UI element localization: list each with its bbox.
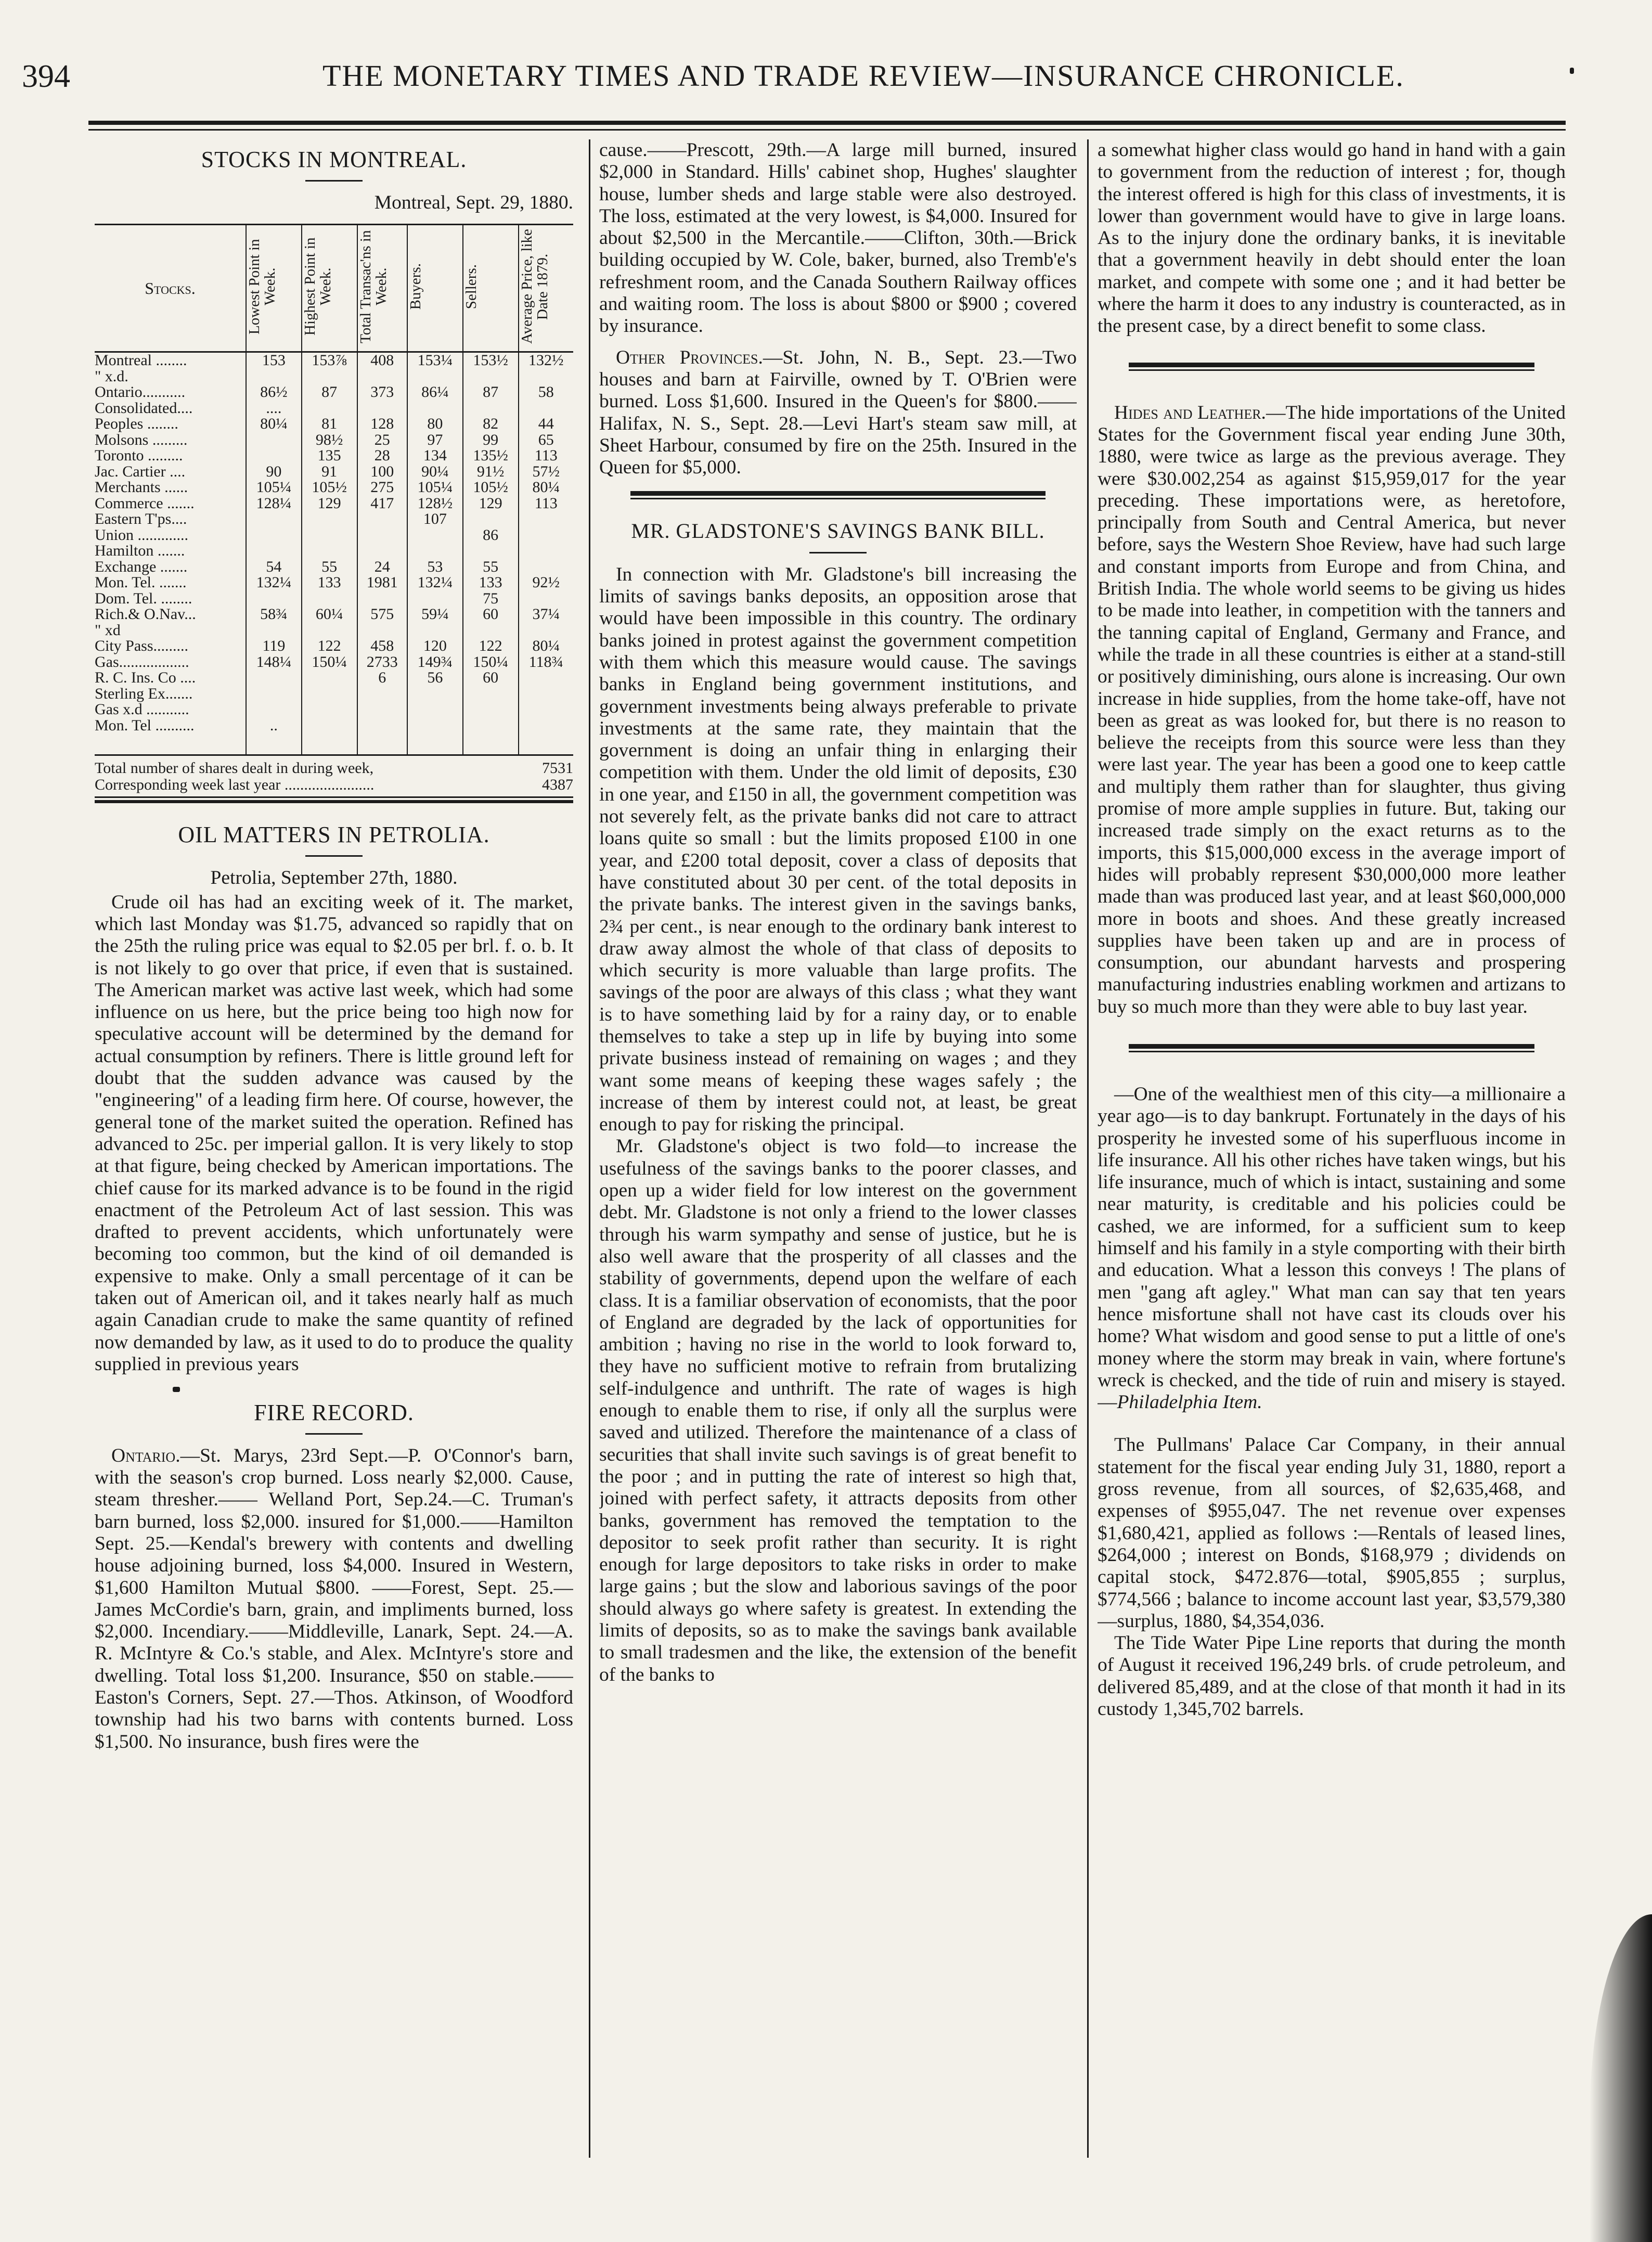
stock-name: Union ............. (95, 526, 188, 544)
stock-name: Ontario........... (95, 383, 186, 401)
total-label: Total number of shares dealt in during week, (95, 759, 374, 777)
stock-cell: 55 (463, 559, 519, 575)
stock-cell (407, 718, 463, 734)
header-transactions: Total Transac'ns in Week. (357, 229, 390, 343)
stock-cell (519, 401, 573, 417)
total-row (95, 760, 573, 777)
stock-cell: 129 (302, 496, 357, 512)
stock-cell: 57½ (519, 464, 573, 480)
stock-cell-empty (407, 733, 463, 755)
oil-dateline: Petrolia, September 27th, 1880. (210, 867, 458, 889)
stock-name: Gas x.d ........... (95, 701, 189, 718)
stock-cell: 80¼ (519, 638, 573, 654)
stock-cell: .. (246, 718, 302, 734)
column-rule-2 (1087, 139, 1089, 2158)
stock-cell (302, 543, 357, 559)
stock-cell (302, 401, 357, 417)
wealthy-article (1098, 1084, 1566, 1413)
stock-cell: 134 (407, 448, 463, 464)
stock-cell (302, 702, 357, 718)
stock-cell (357, 511, 407, 527)
stock-cell: 6 (357, 670, 407, 686)
stock-cell (246, 511, 302, 527)
stock-cell: 86½ (246, 384, 302, 401)
stock-cell (302, 369, 357, 385)
stock-name: Eastern T'ps.... (95, 510, 187, 528)
stock-cell: 37¼ (519, 607, 573, 623)
stock-cell: 53 (407, 559, 463, 575)
stock-cell: 408 (357, 352, 407, 369)
stock-cell: 25 (357, 432, 407, 448)
stock-cell (246, 432, 302, 448)
stock-cell: 575 (357, 607, 407, 623)
stock-cell: 80¼ (519, 480, 573, 496)
stock-cell (302, 511, 357, 527)
stock-cell: 58¾ (246, 607, 302, 623)
stock-cell: 98½ (302, 432, 357, 448)
stock-name: City Pass......... (95, 637, 189, 655)
stock-cell: 417 (357, 496, 407, 512)
stock-cell: 60¼ (302, 607, 357, 623)
stock-cell: 80 (407, 416, 463, 432)
oil-title: OIL MATTERS IN PETROLIA. (178, 822, 490, 848)
stock-cell (519, 511, 573, 527)
wealthy-body: —One of the wealthiest men of this city—a millionaire a year ago—is to day bankrupt. Fortunately in the days of his prosperity he invested some of his superfluous income in life insurance. All his other riches have taken wings, but his life insurance, much of which is intact, sustaining and some near maturity, is creditable and his policies could be cashed, we are informed, for a sufficient sum to keep himself and his family in a style comporting with their birth and education. What a lesson this conveys ! The plans of men "gang aft agley." What man can say that ten years hence misfortune shall not have cast its clouds over his home? What wisdom and good sense to put a little of one's money where the storm may break in vain, where fortune's wreck is checked, and the tide of ruin and misery is stayed.— (1098, 1083, 1566, 1413)
stock-name: Sterling Ex....... (95, 685, 193, 702)
header-rule-thin (88, 129, 1566, 131)
stock-cell (463, 702, 519, 718)
stock-cell: 129 (463, 496, 519, 512)
stock-cell-empty (357, 733, 407, 755)
stock-cell (302, 527, 357, 544)
stock-name: Commerce ....... (95, 494, 195, 512)
stock-cell-empty (519, 733, 573, 755)
stocks-table (95, 224, 573, 756)
corresponding-label: Corresponding week last year ....................... (95, 776, 375, 794)
oil-body: Crude oil has had an exciting week of it. The market, which last Monday was $1.75, advanced so rapidly that on the 25th the ruling price was equal to $2.05 per brl. f. o. b. It is not likely to go over that price, if even that is sustained. The American market was active last week, which had some influence on us here, but the price being too high now for speculative account will be determined by the demand for actual consumption by refiners. There is little ground left for doubt that the sudden advance was caused by the "engineering" of a leading firm here. Of course, however, the general tone of the market suited the operation. Refined has advanced to 25c. per imperial gallon. It is very likely to stop at that figure, being checked by American importations. The chief cause for its marked advance is to be found in the rigid enactment of the Petroleum Act of last session. This was drafted to prevent accidents, which unfortunately were becoming too common, but the kind of oil demanded is expensive to make. Only a small percentage of it can be taken out of American oil, and it takes nearly half as much again Canadian crude to make the same quantity of refined now demanded by law, as it used to do to produce the quality supplied in previous years (95, 891, 573, 1375)
stock-name: Montreal ........ (95, 352, 187, 369)
fire-other-body: —St. John, N. B., Sept. 23.—Two houses and barn at Fairville, owned by T. O'Brien were burned. Loss $1,600. Insured in the Queen's for $800.——Halifax, N. S., Sept. 28.—Levi Hart's steam saw mill, at Sheet Harbour, consumed by fire on the 25th. Insured in the Queen for $5,000. (599, 346, 1077, 479)
stock-cell (463, 623, 519, 639)
gladstone-p3: a somewhat higher class would go hand in hand with a gain to government from the reduction of interest ; for, though the interest offered is high for this class of investments, it is lower than government would have to give in large loans. As to the injury done the ordinary banks, it is inevitable that a government heavily in debt should enter the loan market, and compete with some one ; and it had better be where the harm it does to any industry is counteracted, as in the present case, by a direct benefit to some class. (1098, 139, 1566, 337)
stock-row (95, 352, 573, 369)
stock-name: " x.d. (95, 367, 128, 385)
stock-cell (246, 686, 302, 702)
header-sellers: Sellers. (462, 264, 480, 309)
totals-rule-thick (95, 800, 573, 803)
stock-row (95, 607, 573, 623)
stock-cell: 56 (407, 670, 463, 686)
stock-cell (246, 670, 302, 686)
gladstone-p1: In connection with Mr. Gladstone's bill increasing the limits of savings banks deposits, an opposition arose that would have been impossible in this country. The ordinary banks joined in protest against the government competition with them which this measure would cause. The savings banks in England being government institutions, and government investments being always preferable to private investments at the same rate, they maintain that the government is doing an unfair thing in enlarging their competition with them. Under the old limit of deposits, £30 in one year, and £150 in all, the government competition was not severely felt, as the private banks did not care to attract loans quite so small : but the limits proposed £100 in one year, and £200 total deposit, cover a class of deposits that have constituted about 30 per cent. of the total deposits in the private banks. The interest given in the savings banks, 2¾ per cent., is near enough to the ordinary bank interest to draw away almost the whole of that class of deposits to which security is more valuable than large profits. The savings of the poor are always of this class ; what they want is to have something laid by for a rainy day, or to enable themselves to take a step up in life by buying into some private business instead of remaining on wages ; and they want some means of keeping these wages safely ; the increase of them by interest could not, at least, be great enough to pay for risking the principal. (599, 563, 1077, 1136)
hides-article (1098, 402, 1566, 1018)
fire-title: FIRE RECORD. (254, 1399, 414, 1425)
stock-name: Jac. Cartier .... (95, 462, 186, 480)
stock-name: Mon. Tel .......... (95, 716, 195, 734)
stock-cell (246, 702, 302, 718)
stock-row (95, 448, 573, 464)
stock-cell: 99 (463, 432, 519, 448)
fire-other (599, 347, 1077, 479)
stock-cell: 153⅞ (302, 352, 357, 369)
hides-body: —The hide importations of the United States for the Government fiscal year ending June 30th, 1880, were twice as large as the previous average. They were $30.002,254 as against $15,959,017 for the year preceding. These importations were, as heretofore, principally from South and Central America, but never before, says the Western Shoe Review, have had such large and constant imports from Europe and from China, and British India. The whole world seems to be giving us hides to be made into leather, in competition with the tanners and the tanning capital of England, Germany and France, and while the trade in all these countries is either at a stand-still or positively diminishing, ours alone is increasing. Our own increase in hide supplies, from the home take-off, have not been as great as was looked for, but there is no reason to believe the receipts from this source were less than they were last year. The year has been a good one to keep cattle and multiply them rather than for slaughter, thus giving promise of more ample supplies in future. But, taking our increased trade simply on the exact returns as to the imports, this $15,000,000 excess in the average import of hides will probably represent $30,000,000 more leather made than was produced last year, and at least $60,000,000 more in boots and shoes. And these greatly increased supplies have been taken up and are in process of consumption, our abundant harvests and prospering manufacturing industries enabling workmen and artizans to buy so much more than they were able to buy last year. (1098, 402, 1566, 1017)
column-left (95, 139, 573, 2158)
stock-cell (519, 623, 573, 639)
stock-row (95, 384, 573, 401)
stock-row (95, 543, 573, 559)
stock-cell (357, 623, 407, 639)
stock-cell: 90¼ (407, 464, 463, 480)
stock-cell: 60 (463, 607, 519, 623)
stock-cell (302, 591, 357, 607)
stock-cell-empty (95, 733, 246, 755)
stock-cell: .... (246, 401, 302, 417)
stocks-dateline: Montreal, Sept. 29, 1880. (374, 192, 573, 214)
corresponding-value: 4387 (542, 776, 573, 794)
stock-cell-empty (302, 733, 357, 755)
fire-ontario-label: Ontario. (111, 1445, 180, 1466)
stock-cell (519, 718, 573, 734)
total-value: 7531 (542, 759, 573, 777)
stock-row (95, 401, 573, 417)
stocks-header-row (95, 224, 573, 352)
stock-name: Hamilton ....... (95, 542, 185, 560)
stock-cell (357, 702, 407, 718)
header-stocks: Stocks. (95, 224, 246, 352)
stock-cell (246, 369, 302, 385)
stock-cell: 118¾ (519, 654, 573, 671)
stock-row (95, 638, 573, 654)
stock-cell: 59¼ (407, 607, 463, 623)
stock-name: " xd (95, 621, 121, 639)
stock-cell: 122 (302, 638, 357, 654)
stock-cell: 24 (357, 559, 407, 575)
stock-cell: 122 (463, 638, 519, 654)
stock-cell (246, 591, 302, 607)
stock-cell (407, 702, 463, 718)
stock-cell (302, 686, 357, 702)
stock-cell: 91½ (463, 464, 519, 480)
stock-cell: 97 (407, 432, 463, 448)
stock-cell (246, 543, 302, 559)
column-right (1098, 139, 1566, 2158)
fire-ontario-body: —St. Marys, 23rd Sept.—P. O'Connor's barn, with the season's crop burned. Loss nearly $2,000. Cause, steam thresher.—— Welland Port, Sep.24.—C. Truman's barn burned, loss $2,000. insured for $1,000.——Hamilton Sept. 25.—Kendal's brewery with contents and dwelling house adjoining burned, loss $4,000. Insured in Western, $1,600 Hamilton Mutual $800. ——Forest, Sept. 25.—James McCordie's barn, grain, and impliments burned, loss $2,000. Incendiary.——Middleville, Lanark, Sept. 24.—A. R. McIntyre & Co.'s stable, and Alex. McIntyre's store and dwelling. Total loss $1,200. Insurance, $50 on stable.——Easton's Corners, Sept. 27.—Thos. Atkinson, of Woodford township had his two barns with contents burned. Loss $1,500. No insurance, bush fires were the (95, 1445, 573, 1753)
stock-cell (246, 527, 302, 544)
stock-row (95, 623, 573, 639)
stock-cell: 55 (302, 559, 357, 575)
stock-cell (407, 543, 463, 559)
stock-cell: 91 (302, 464, 357, 480)
stock-cell (519, 686, 573, 702)
stock-cell: 58 (519, 384, 573, 401)
stock-cell (357, 527, 407, 544)
title-rule (305, 1433, 363, 1435)
stock-cell: 132½ (519, 352, 573, 369)
stock-name: Rich.& O.Nav... (95, 605, 196, 623)
column-middle (599, 139, 1077, 2158)
stock-cell: 44 (519, 416, 573, 432)
section-separator (1129, 363, 1534, 371)
stock-row (95, 527, 573, 544)
stock-cell: 113 (519, 496, 573, 512)
totals-rule (95, 796, 573, 798)
stock-cell (519, 527, 573, 544)
stock-cell: 275 (357, 480, 407, 496)
stock-cell-empty (463, 733, 519, 755)
stock-cell (519, 369, 573, 385)
stock-cell: 128½ (407, 496, 463, 512)
stock-cell (463, 686, 519, 702)
stock-cell: 135 (302, 448, 357, 464)
stock-row (95, 416, 573, 432)
header-lowest: Lowest Point in Week. (246, 238, 278, 334)
stock-cell (357, 401, 407, 417)
header-highest: Highest Point in Week. (301, 237, 334, 336)
stock-cell (302, 670, 357, 686)
stock-cell: 100 (357, 464, 407, 480)
stock-cell: 2733 (357, 654, 407, 671)
fire-other-label: Other Provinces. (616, 346, 763, 368)
stock-cell: 150¼ (463, 654, 519, 671)
stocks-body (95, 352, 573, 755)
stock-row (95, 702, 573, 718)
stock-cell: 153½ (463, 352, 519, 369)
title-rule (809, 552, 867, 553)
section-bullet (173, 1387, 180, 1392)
stock-name: Merchants ...... (95, 479, 188, 496)
stock-row (95, 369, 573, 385)
stock-cell (357, 591, 407, 607)
title-rule (305, 855, 363, 857)
stock-cell: 105½ (463, 480, 519, 496)
stock-cell (463, 511, 519, 527)
stock-row (95, 432, 573, 448)
stock-cell: 153 (246, 352, 302, 369)
stock-cell: 86¼ (407, 384, 463, 401)
stock-cell: 82 (463, 416, 519, 432)
stock-name: Dom. Tel. ........ (95, 589, 192, 607)
stock-cell (407, 527, 463, 544)
stock-cell: 92½ (519, 575, 573, 591)
stock-cell: 113 (519, 448, 573, 464)
stock-cell: 128 (357, 416, 407, 432)
wealthy-source: Philadelphia Item. (1117, 1391, 1262, 1413)
stock-cell: 148¼ (246, 654, 302, 671)
stock-cell-empty (246, 733, 302, 755)
page-edge-shadow (1590, 1914, 1652, 2242)
stock-row (95, 575, 573, 591)
stock-cell (246, 623, 302, 639)
print-mark (1570, 68, 1574, 74)
stock-cell: 86 (463, 527, 519, 544)
header-average: Average Price, like Date 1879. (518, 229, 551, 344)
stock-cell: 120 (407, 638, 463, 654)
stock-cell: 105½ (302, 480, 357, 496)
title-rule (305, 180, 363, 182)
stock-row (95, 511, 573, 527)
page-number: 394 (22, 59, 70, 94)
stock-row (95, 686, 573, 702)
stock-row (95, 496, 573, 512)
stock-cell: 28 (357, 448, 407, 464)
stock-cell: 60 (463, 670, 519, 686)
stock-name: Gas.................. (95, 653, 189, 671)
stock-name: Exchange ....... (95, 558, 188, 575)
stocks-title: STOCKS IN MONTREAL. (201, 147, 467, 172)
stock-cell (463, 369, 519, 385)
stock-cell: 87 (302, 384, 357, 401)
stock-cell: 65 (519, 432, 573, 448)
stock-cell (407, 369, 463, 385)
stock-cell (302, 623, 357, 639)
stock-row (95, 559, 573, 575)
header-buyers: Buyers. (407, 263, 424, 310)
stock-cell: 105¼ (407, 480, 463, 496)
fire-continued: cause.——Prescott, 29th.—A large mill burned, insured $2,000 in Standard. Hills' cabinet shop, Hughes' slaughter house, lumber sheds and large stable were also destroyed. The loss, estimated at the very lowest, is $4,000. Insured for about $2,500 in the Mercantile.——Clifton, 30th.—Brick building occupied by W. Cole, baker, burned, also Tremb'e's refreshment room, and the Canada Southern Railway offices and waiting room. The loss is about $800 or $900 ; covered by insurance. (599, 139, 1077, 337)
pullman-article: The Pullmans' Palace Car Company, in their annual statement for the fiscal year ending July 31, 1880, report a gross revenue, from all sources, of $2,635,468, and expenses of $955,047. The net revenue over expenses $1,680,421, applied as follows :—Rentals of leased lines, $264,000 ; interest on Bonds, $168,979 ; dividends on capital stock, $472.876—total, $905,855 ; surplus, $774,566 ; balance to income account last year, $3,579,380—surplus, 1880, $4,354,036. (1098, 1434, 1566, 1632)
stock-name: Mon. Tel. ....... (95, 574, 187, 591)
stock-cell: 149¾ (407, 654, 463, 671)
gladstone-title: MR. GLADSTONE'S SAVINGS BANK BILL. (631, 519, 1045, 543)
stock-cell (519, 591, 573, 607)
stock-cell (302, 718, 357, 734)
stock-cell (463, 401, 519, 417)
header-rule (88, 121, 1566, 125)
stock-cell (519, 702, 573, 718)
stock-cell: 150¼ (302, 654, 357, 671)
stock-row-spacer (95, 733, 573, 755)
stock-cell: 87 (463, 384, 519, 401)
stock-cell (407, 591, 463, 607)
stock-cell: 135½ (463, 448, 519, 464)
stock-cell: 90 (246, 464, 302, 480)
stock-cell: 458 (357, 638, 407, 654)
stock-cell: 105¼ (246, 480, 302, 496)
stock-cell: 119 (246, 638, 302, 654)
stock-cell (407, 623, 463, 639)
hides-label: Hides and Leather. (1114, 402, 1266, 423)
stock-cell (519, 670, 573, 686)
column-rule-1 (589, 139, 590, 2158)
stock-cell: 133 (463, 575, 519, 591)
section-separator (630, 491, 1046, 499)
stock-cell (357, 543, 407, 559)
fire-ontario (95, 1445, 573, 1753)
stock-row (95, 718, 573, 734)
stock-row (95, 464, 573, 480)
stock-cell (407, 686, 463, 702)
stock-cell (463, 718, 519, 734)
running-title: THE MONETARY TIMES AND TRADE REVIEW—INSURANCE CHRONICLE. (322, 59, 1404, 93)
stock-row (95, 480, 573, 496)
section-separator (1129, 1044, 1534, 1052)
stocks-totals (95, 760, 573, 793)
stock-cell: 132¼ (246, 575, 302, 591)
corresponding-row (95, 777, 573, 793)
stock-cell (357, 369, 407, 385)
stock-cell: 1981 (357, 575, 407, 591)
stock-cell (519, 559, 573, 575)
gladstone-p2: Mr. Gladstone's object is two fold—to increase the usefulness of the savings banks to the poorer classes, and open up a wider field for low interest on the government debt. Mr. Gladstone is not only a friend to the lower classes through his warm sympathy and sense of justice, but he is also well aware that the prosperity of all classes and the stability of governments, depend upon the welfare of each class. It is a familiar observation of economists, that the poor of England are degraded by the lack of opportunities for ambition ; having no rise in the world to look forward to, they have no sufficient motive to refrain from brutalizing self-indulgence and unthrift. The rate of wages is high enough to enable them to rise, if only all the surplus were saved and utilized. Therefore the maintenance of a class of securities that shall invite such savings is of great benefit to the poor ; and in putting the rate of interest so high that, joined with perfect safety, it attracts deposits from other banks, government has removed the temptation to the depositor to seek profit rather than security. It is right enough for large depositors to take risks in order to make large gains ; but the slow and laborious savings of the poor should always go where safety is greatest. In extending the limits of deposits, so as to make the savings bank available to small tradesmen and the like, the extension of the benefit of the banks to (599, 1136, 1077, 1685)
stock-cell (407, 401, 463, 417)
stock-cell (246, 448, 302, 464)
stock-row (95, 591, 573, 607)
stock-cell: 373 (357, 384, 407, 401)
stock-cell: 153¼ (407, 352, 463, 369)
stock-row (95, 654, 573, 671)
stock-name: Toronto ......... (95, 447, 183, 465)
stock-cell: 81 (302, 416, 357, 432)
tidewater-article: The Tide Water Pipe Line reports that during the month of August it received 196,249 brls. of crude petroleum, and delivered 85,489, and at the close of that month it had in its custody 1,345,702 barrels. (1098, 1632, 1566, 1720)
stock-cell: 132¼ (407, 575, 463, 591)
stock-cell: 107 (407, 511, 463, 527)
stock-cell: 54 (246, 559, 302, 575)
stock-name: Peoples ........ (95, 415, 178, 433)
stock-cell (519, 543, 573, 559)
stock-name: Molsons ......... (95, 431, 188, 448)
stock-name: R. C. Ins. Co .... (95, 669, 196, 687)
stock-cell (463, 543, 519, 559)
stock-cell: 80¼ (246, 416, 302, 432)
stock-row (95, 670, 573, 686)
stock-cell: 75 (463, 591, 519, 607)
stock-cell: 133 (302, 575, 357, 591)
stock-name: Consolidated.... (95, 399, 193, 417)
stock-cell: 128¼ (246, 496, 302, 512)
stock-cell (357, 718, 407, 734)
stock-cell (357, 686, 407, 702)
